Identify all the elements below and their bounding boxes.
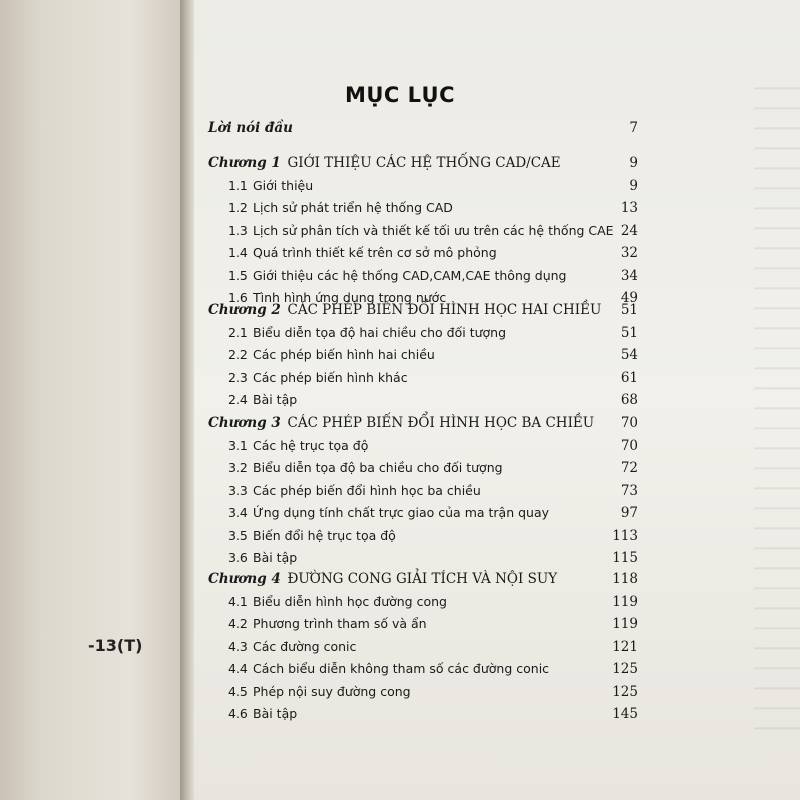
toc-section-row — [0, 197, 800, 219]
toc-section-row — [0, 389, 800, 411]
toc-section-page: 54 — [620, 347, 638, 364]
toc-section-page: 72 — [620, 460, 638, 477]
toc-section-page: 119 — [612, 594, 638, 610]
toc-section-title: Giới thiệu — [253, 178, 314, 193]
toc-chapter-row — [0, 152, 800, 174]
toc-chapter-page: 51 — [620, 302, 638, 318]
toc-section-number: 3.4 — [228, 505, 248, 521]
toc-section-row — [0, 480, 800, 502]
toc-section-row — [0, 658, 800, 680]
toc-section-number: 4.4 — [228, 661, 248, 677]
toc-section-number: 1.1 — [228, 178, 248, 193]
toc-section-row — [0, 525, 800, 547]
toc-section-page: 34 — [620, 267, 638, 284]
toc-section-title: Lịch sử phát triển hệ thống CAD — [253, 200, 453, 216]
toc-section-title: Biểu diễn tọa độ ba chiều cho đối tượng — [253, 460, 503, 476]
toc-section-page: 68 — [620, 392, 638, 409]
toc-section-number: 4.6 — [228, 706, 248, 721]
toc-section-page: 32 — [620, 245, 638, 262]
toc-chapter-row — [0, 299, 800, 321]
toc-section-title: Ứng dụng tính chất trực giao của ma trận quay — [253, 505, 550, 521]
toc-section-number: 3.6 — [228, 550, 248, 565]
toc-title: MỤC LỤC — [344, 83, 456, 107]
toc-chapter-label: Chương 4 — [208, 571, 281, 587]
toc-section-row — [0, 591, 800, 613]
toc-section-row — [0, 322, 800, 344]
toc-section-row — [0, 367, 800, 389]
toc-section-row — [0, 457, 800, 479]
toc-section-row — [0, 613, 800, 635]
toc-chapter-page: 118 — [612, 571, 638, 587]
toc-chapter-heading — [208, 152, 561, 174]
toc-section-row — [0, 265, 800, 287]
toc-chapter-page: 9 — [629, 155, 638, 171]
toc-section-row — [0, 636, 800, 658]
toc-section-number: 3.2 — [228, 460, 248, 476]
toc-section-title: Tình hình ứng dụng trong nước — [253, 290, 447, 305]
toc-section-title: Các phép biến đổi hình học ba chiều — [253, 482, 481, 498]
toc-section-row — [0, 242, 800, 264]
toc-chapter-page: 70 — [620, 415, 638, 431]
toc-section-row — [0, 681, 800, 703]
toc-section-row — [0, 175, 800, 197]
toc-section-title: Biểu diễn hình học đường cong — [253, 594, 447, 609]
toc-section-title: Các phép biến hình hai chiều — [253, 347, 435, 363]
toc-chapter-row — [0, 568, 800, 590]
toc-section-number: 1.5 — [228, 267, 248, 283]
toc-section-title: Phép nội suy đường cong — [253, 683, 411, 699]
toc-preface-label: Lời nói đầu — [208, 120, 293, 136]
toc-section-number: 1.4 — [228, 245, 248, 261]
toc-section-title: Cách biểu diễn không tham số các đường conic — [253, 661, 550, 677]
toc-section-title: Bài tập — [253, 550, 298, 565]
toc-preface-row — [0, 117, 800, 139]
toc-chapter-heading — [208, 412, 594, 434]
toc-section-title: Giới thiệu các hệ thống CAD,CAM,CAE thông dụng — [253, 267, 567, 283]
toc-section-page: 119 — [612, 616, 638, 633]
toc-section-page: 9 — [629, 178, 638, 194]
toc-chapter-label: Chương 3 — [208, 415, 281, 431]
toc-section-row — [0, 220, 800, 242]
toc-section-number: 1.6 — [228, 290, 248, 305]
toc-chapter-heading — [208, 568, 557, 590]
toc-section-number: 3.1 — [228, 438, 248, 453]
toc-section-title: Biến đổi hệ trục tọa độ — [253, 527, 396, 543]
toc-section-page: 113 — [612, 527, 638, 544]
toc-section-page: 97 — [620, 505, 638, 522]
toc-section-page: 24 — [620, 222, 638, 239]
toc-section-title: Lịch sử phân tích và thiết kế tối ưu trên các hệ thống CAE — [253, 222, 614, 238]
toc-section-page: 51 — [620, 325, 638, 341]
toc-section-title: Phương trình tham số và ẩn — [253, 616, 427, 632]
toc-section-page: 145 — [612, 706, 638, 722]
toc-section-number: 4.3 — [228, 638, 248, 654]
toc-section-page: 125 — [612, 661, 638, 678]
toc-section-row — [0, 435, 800, 457]
toc-preface-page: 7 — [629, 120, 638, 136]
toc-section-number: 3.3 — [228, 482, 248, 498]
toc-section-page: 115 — [612, 550, 638, 566]
toc-section-page: 70 — [620, 438, 638, 454]
toc-section-title: Các đường conic — [253, 638, 357, 654]
toc-section-number: 4.5 — [228, 683, 248, 699]
toc-section-page: 49 — [620, 290, 638, 306]
toc-section-row — [0, 703, 800, 725]
toc-section-number: 2.1 — [228, 325, 248, 340]
toc-section-row — [0, 502, 800, 524]
toc-section-row — [0, 344, 800, 366]
toc-section-number: 3.5 — [228, 527, 248, 543]
toc-section-title: Quá trình thiết kế trên cơ sở mô phỏng — [253, 245, 497, 261]
toc-section-page: 73 — [620, 482, 638, 499]
toc-section-title: Các phép biến hình khác — [253, 369, 408, 385]
toc-section-page: 61 — [620, 369, 638, 386]
toc-chapter-heading — [208, 299, 601, 321]
toc-chapter-row — [0, 412, 800, 434]
toc-section-title: Các hệ trục tọa độ — [253, 438, 369, 453]
toc-section-page: 125 — [612, 683, 638, 700]
toc-chapter-label: Chương 2 — [208, 302, 281, 318]
toc-section-number: 2.2 — [228, 347, 248, 363]
toc-section-number: 2.3 — [228, 369, 248, 385]
toc-section-page: 121 — [612, 638, 638, 655]
toc-section-title: Bài tập — [253, 392, 298, 408]
toc-section-number: 1.2 — [228, 200, 248, 216]
toc-chapter-title: CÁC PHÉP BIẾN ĐỔI HÌNH HỌC BA CHIỀU — [287, 415, 595, 431]
toc-section-title: Bài tập — [253, 706, 298, 721]
toc-section-number: 4.2 — [228, 616, 248, 632]
toc-section-title: Biểu diễn tọa độ hai chiều cho đối tượng — [253, 325, 507, 340]
toc-section-page: 13 — [620, 200, 638, 217]
toc-section-number: 1.3 — [228, 222, 248, 238]
toc-section-number: 4.1 — [228, 594, 248, 609]
toc-chapter-title: ĐƯỜNG CONG GIẢI TÍCH VÀ NỘI SUY — [287, 571, 558, 587]
left-page-code: -13(T) — [88, 636, 143, 655]
toc-section-number: 2.4 — [228, 392, 248, 408]
toc-chapter-title: CÁC PHÉP BIẾN ĐỔI HÌNH HỌC HAI CHIỀU — [287, 302, 602, 318]
toc-chapter-label: Chương 1 — [208, 155, 281, 171]
toc-section-row — [0, 547, 800, 569]
toc-chapter-title: GIỚI THIỆU CÁC HỆ THỐNG CAD/CAE — [287, 155, 561, 171]
